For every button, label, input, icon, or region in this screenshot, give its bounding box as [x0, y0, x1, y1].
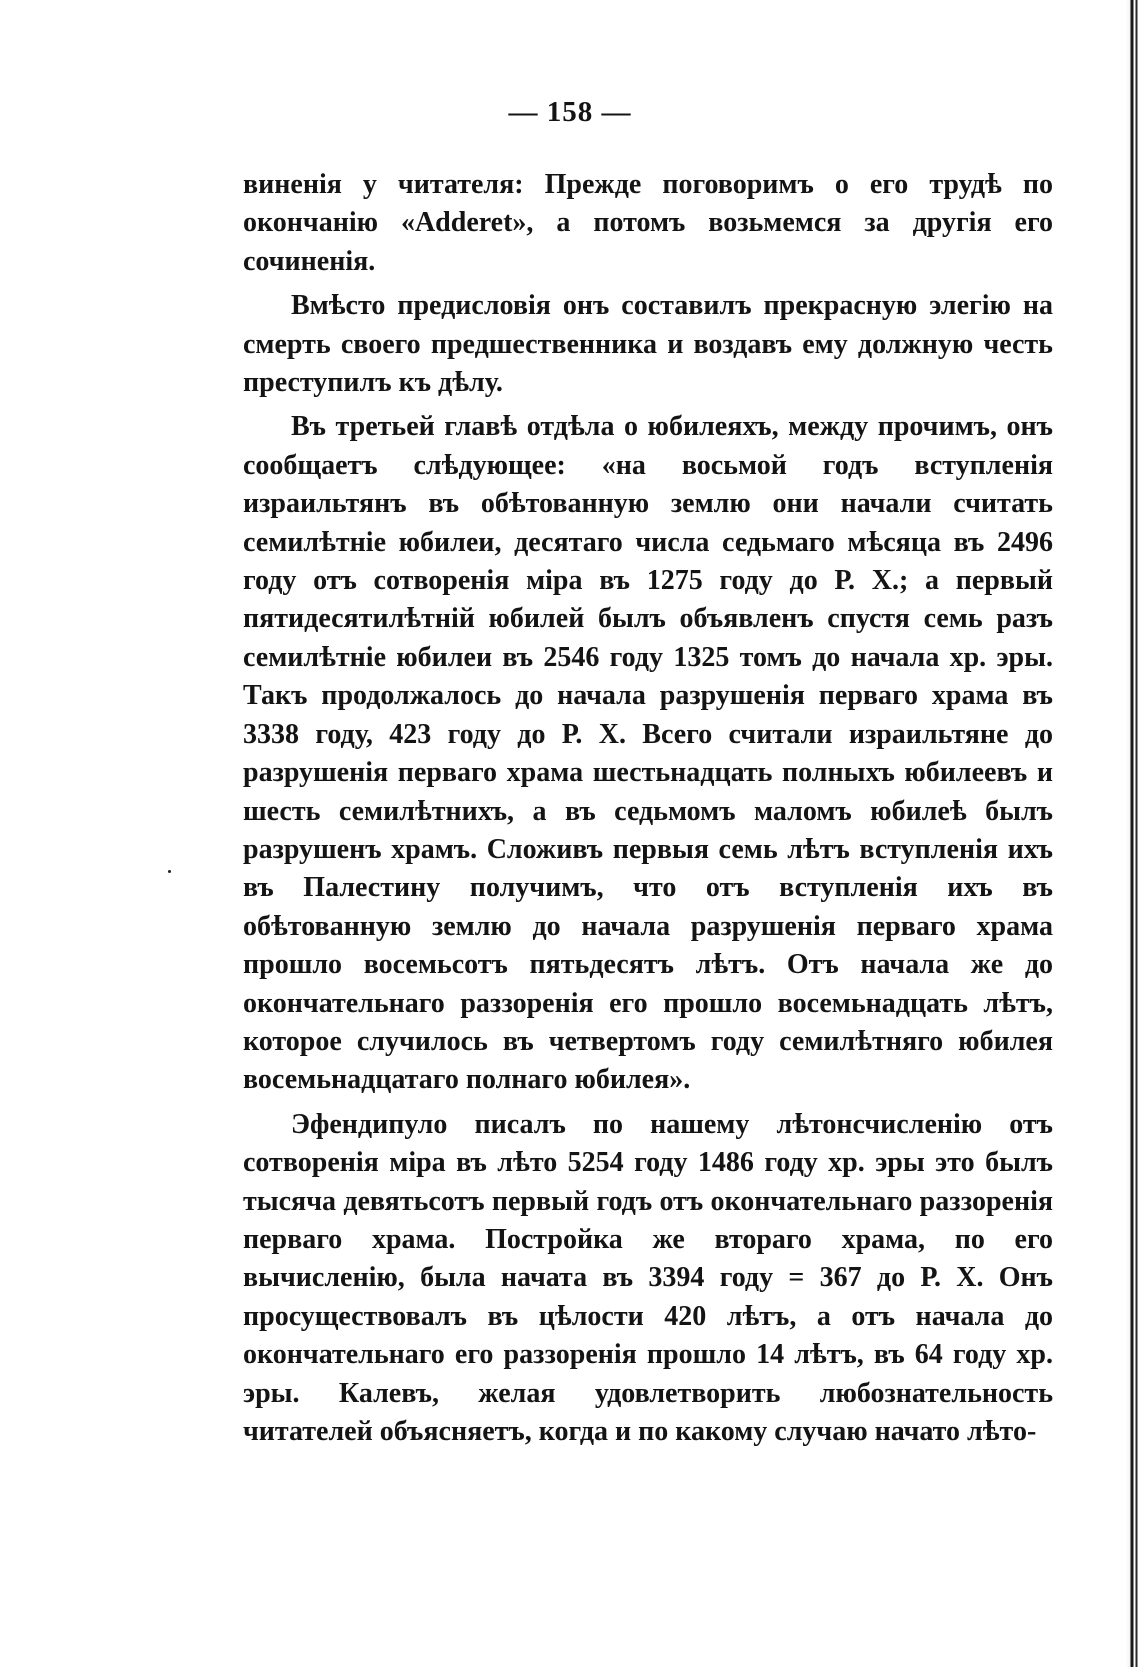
paragraph-jubilees: Въ третьей главѣ отдѣла о юбилеяхъ, между прочимъ, онъ сообщаетъ слѣдующее: «на восьмой годъ вступленія израильтянъ въ обѣтованную землю они начали считать семилѣтніе юбилеи, десятаго числа седьмаго мѣсяца въ 2496 году отъ сотворенія міра въ 1275 году до Р. Х.; а первый пятидесятилѣтній юбилей былъ объявленъ спустя семь разъ семилѣтніе юбилеи въ 2546 году 1325 томъ до начала хр. эры. Такъ продолжалось до начала разрушенія перваго храма въ 3338 году, 423 году до Р. Х. Всего считали израильтяне до разрушенія перваго храма шестьнадцать полныхъ юбилеевъ и шесть семилѣтнихъ, а въ седьмомъ маломъ юбилеѣ былъ разрушенъ храмъ. Сложивъ первыя семь лѣтъ вступленія ихъ въ Палестину получимъ, что отъ вступленія ихъ въ обѣтованную землю до начала разрушенія перваго храма прошло восемьсотъ пятьдесятъ лѣтъ. Отъ начала же до окончательнаго раззоренія его прошло восемьнадцать лѣтъ, которое случилось въ четвертомъ году семилѣтняго юбилея восемьнадцатаго полнаго юбилея».: [243, 411, 1053, 1096]
text-body: [243, 166, 1053, 1457]
paragraph-preface-elegy: Вмѣсто предисловія онъ составилъ прекрасную элегію на смерть своего предшественника и воздавъ ему должную честь преступилъ къ дѣлу.: [243, 290, 1053, 399]
scan-page-edge: [1126, 0, 1140, 1667]
paragraph-efendipulo: Эфендипуло писалъ по нашему лѣтонсчисленію отъ сотворенія міра въ лѣто 5254 году 1486 году хр. эры это былъ тысяча девятьсотъ первый годъ отъ окончательнаго раззоренія перваго храма. Постройка же втораго храма, по его вычисленію, была начата въ 3394 году = 367 до Р. Х. Онъ просуществовалъ въ цѣлости 420 лѣтъ, а отъ начала до окончательнаго его раззоренія прошло 14 лѣтъ, въ 64 году хр. эры. Калевъ, желая удовлетворить любознательность читателей объясняетъ, когда и по какому случаю начато лѣто-: [243, 1108, 1053, 1447]
page-number: — 158 —: [508, 96, 632, 128]
paragraph-continuation: виненія у читателя: Прежде поговоримъ о его трудѣ по окончанію «Adderet», а потомъ возьмемся за другія его сочиненія.: [243, 169, 1053, 277]
scan-speck: [168, 870, 171, 873]
